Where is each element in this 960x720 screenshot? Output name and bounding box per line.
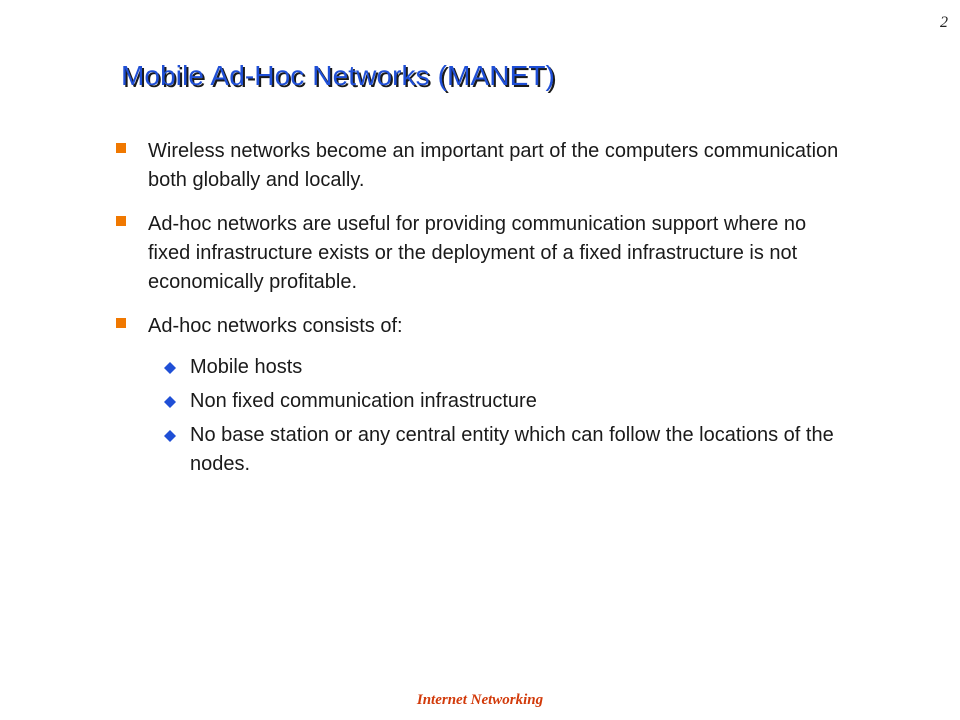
slide-title: Mobile Ad-Hoc Networks (MANET) — [121, 60, 555, 91]
sub-bullet-item — [148, 353, 852, 382]
bullet-item — [112, 312, 852, 479]
bullet-text: Ad-hoc networks are useful for providing communication support where no fixed infrastructure exists or the deployment of a fixed infrastructure is not economically profitable. — [148, 213, 807, 293]
sub-bullet-text: Mobile hosts — [190, 356, 303, 378]
bullet-item — [112, 137, 852, 195]
bullet-text: Ad-hoc networks consists of: — [148, 315, 403, 337]
sub-bullet-item — [148, 387, 852, 416]
square-bullet-icon — [116, 318, 126, 328]
bullet-item — [112, 210, 852, 297]
square-bullet-icon — [116, 216, 126, 226]
footer-label: Internet Networking — [416, 692, 544, 708]
diamond-bullet-icon — [164, 396, 176, 408]
page-number: 2 — [940, 14, 948, 31]
bullet-text: Wireless networks become an important part of the computers communication both globally and locally. — [148, 140, 839, 191]
diamond-bullet-icon — [164, 430, 176, 442]
sub-bullet-text: Non fixed communication infrastructure — [190, 390, 537, 412]
sub-bullet-item — [148, 421, 852, 479]
diamond-bullet-icon — [164, 362, 176, 374]
square-bullet-icon — [116, 143, 126, 153]
sub-bullet-list — [148, 353, 852, 479]
bullet-list — [112, 137, 852, 494]
sub-bullet-text: No base station or any central entity which can follow the locations of the nodes. — [190, 424, 834, 475]
